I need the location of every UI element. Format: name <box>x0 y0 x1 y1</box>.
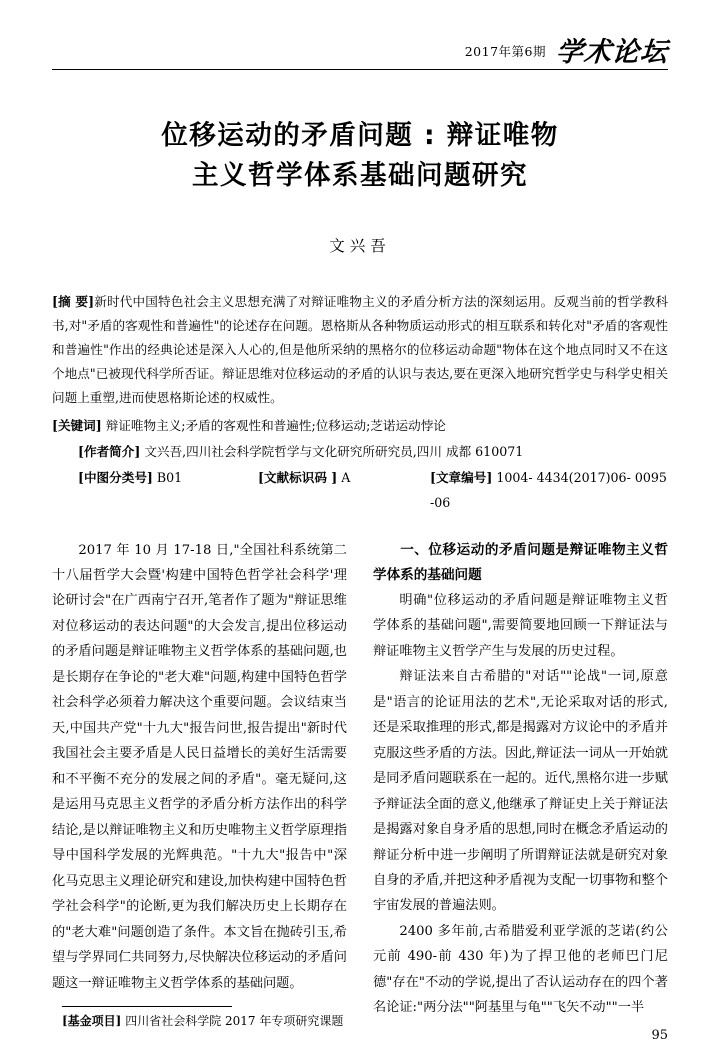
author-info-text: 文兴吾,四川社会科学院哲学与文化研究所研究员,四川 成都 610071 <box>144 443 524 459</box>
article-id-field <box>430 466 668 515</box>
clc-label: [中图分类号] <box>78 470 153 486</box>
doc-code-field <box>258 466 430 515</box>
paragraph: 2400 多年前,古希腊爱利亚学派的芝诺(约公元前 490-前 430 年)为了捍卫他的老师巴门尼德"存在"不动的学说,提出了否认运动存在的四个著名论证:"两分法""阿基里与龟""飞矢不动""一半 <box>373 923 668 1016</box>
keywords-label: [关键词] <box>52 418 102 434</box>
body-columns <box>52 538 668 1016</box>
title-line-1: 位移运动的矛盾问题 : 辩证唯物 <box>161 120 559 151</box>
abstract-text: 新时代中国特色社会主义思想充满了对辩证唯物主义的矛盾分析方法的深刻运用。反观当前的哲学教科书,对"矛盾的客观性和普遍性"的论述存在问题。恩格斯从各种物质运动形式的相互联系和转化对"矛盾的客观性和普遍性"作出的经典论述是深入人心的,但是他所采纳的黑格尔的位移运动命题"物体在这个地点同时又不在这个地点"已被现代科学所否证。辩证思维对位移运动的矛盾的认识与表达,要在更深入地研究哲学史与科学史相关问题上重塑,进而使恩格斯论述的权威性。 <box>52 293 668 406</box>
keywords-text: 辩证唯物主义;矛盾的客观性和普遍性;位移运动;芝诺运动悖论 <box>105 418 446 434</box>
page-title <box>52 116 668 196</box>
fund-label: [基金项目] <box>62 1014 122 1028</box>
author-info-block <box>52 440 668 465</box>
author-name: 文兴吾 <box>329 236 391 255</box>
left-column <box>52 538 347 993</box>
doc-code-value: A <box>341 470 351 486</box>
paragraph: 明确"位移运动的矛盾问题是辩证唯物主义哲学体系的基础问题",需要简要地回顾一下辩证法与辩证唯物主义哲学产生与发展的历史过程。 <box>373 592 668 659</box>
page-footer <box>52 1006 668 1043</box>
paragraph: 2017 年 10 月 17-18 日,"全国社科系统第二十八届哲学大会暨'构建中国特色哲学社会科学'理论研讨会"在广西南宁召开,笔者作了题为"辩证思维对位移运动的表达问题"的大会发言,提出位移运动的矛盾问题是辩证唯物主义哲学体系的基础问题,也是长期存在争论的"老大难"问题,构建中国特色哲学社会科学必须着力解决这个重要问题。会议结束当天,中国共产党"十九大"报告问世,报告提出"新时代我国社会主要矛盾是人民日益增长的美好生活需要和不平衡不充分的发展之间的矛盾"。毫无疑问,这是运用马克思主义哲学的矛盾分析方法作出的科学结论,是以辩证唯物主义和历史唯物主义哲学原理指导中国科学发展的光辉典范。"十九大"报告中"深化马克思主义理论研究和建设,加快构建中国特色哲学社会科学"的论断,更为我们解决历史上长期存在的"老大难"问题创造了条件。本文旨在抛砖引玉,希望与学界同仁共同努力,尽快解决位移运动的矛盾问题这一辩证唯物主义哲学体系的基础问题。 <box>52 542 347 991</box>
journal-logo: 学术论坛 <box>554 37 670 68</box>
article-id-value: 1004- 4434(2017)06- 0095 -06 <box>430 470 667 510</box>
clc-value: B01 <box>156 470 183 486</box>
clc-field <box>78 466 258 515</box>
footnote-divider <box>62 1006 232 1007</box>
abstract-label: [摘 要] <box>52 293 95 309</box>
abstract-block <box>52 290 668 411</box>
keywords-block <box>52 414 668 439</box>
doc-code-label: [文献标识码 ] <box>258 470 338 486</box>
author-info-label: [作者简介] <box>78 443 141 459</box>
issue-label: 2017年第6期 <box>464 44 546 59</box>
article-id-label: [文章编号] <box>430 470 493 486</box>
page-number: 95 <box>651 1028 668 1043</box>
title-line-2: 主义哲学体系基础问题研究 <box>192 159 528 191</box>
page-header <box>52 0 668 66</box>
section-heading: 一、位移运动的矛盾问题是辩证唯物主义哲学体系的基础问题 <box>373 541 668 583</box>
metadata-row <box>52 466 668 515</box>
paragraph: 辩证法来自古希腊的"对话""论战"一词,原意是"语言的论证用法的艺术",无论采取对话的形式,还是采取推理的形式,都是揭露对方议论中的矛盾并克服这些矛盾的方法。因此,辩证法一词从一开始就是同矛盾问题联系在一起的。近代,黑格尔进一步赋予辩证法全面的意义,他继承了辩证史上关于辩证法是揭露对象自身矛盾的思想,同时在概念矛盾运动的辩证分析中进一步阐明了所谓辩证法就是研究对象自身的矛盾,并把这种矛盾视为支配一切事物和整个宇宙发展的普遍法则。 <box>373 669 668 914</box>
header-divider <box>52 69 668 70</box>
fund-note <box>52 1012 668 1029</box>
right-column <box>373 538 668 1016</box>
fund-text: 四川省社会科学院 2017 年专项研究课题 <box>125 1014 344 1028</box>
